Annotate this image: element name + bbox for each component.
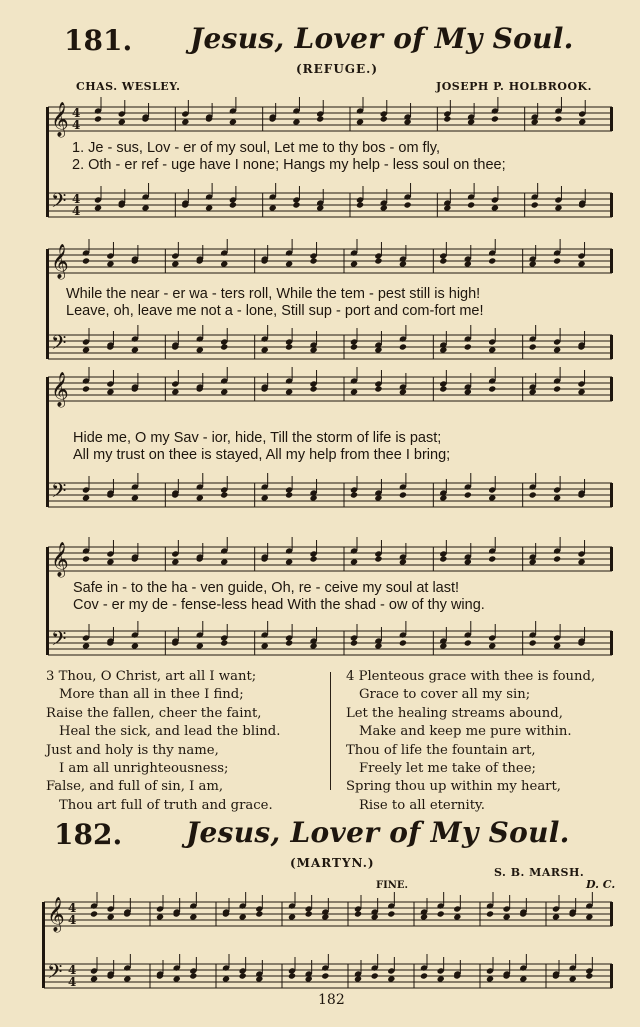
note-head [82,385,90,392]
final-bar [610,335,613,359]
note-head [309,257,317,264]
note-head [374,257,382,264]
system-brace-bar [42,902,45,988]
note-head [316,115,324,122]
verse-3-line: Just and holy is thy name, [46,742,219,758]
music-system-3 [0,361,640,507]
note-head [387,910,395,917]
note-head [82,555,90,562]
note-head [486,910,494,917]
note-head [488,555,496,562]
note-head [553,555,561,562]
hymn-182-title: Jesus, Lover of My Soul. [186,816,570,849]
bass-clef-icon: 𝄢 [47,960,63,988]
note-head [420,972,428,979]
time-signature: 4 [72,192,81,206]
verse-4-line: Let the healing streams abound, [346,705,563,721]
note-head [309,385,317,392]
note-head [90,910,98,917]
verse-3-line: I am all unrighteousness; [59,761,229,777]
verse-3-line: False, and full of sin, I am, [46,779,224,795]
note-head [529,639,537,646]
note-head [464,491,472,498]
hymn-181-composer: JOSEPH P. HOLBROOK. [436,80,592,93]
note-head [305,910,313,917]
note-head [220,491,228,498]
verse-4-line: Rise to all eternity. [359,797,485,813]
verse-4-line: 4 Plenteous grace with thee is found, [346,669,596,684]
verse-divider [330,672,331,790]
note-head [531,201,539,208]
note-head [374,385,382,392]
note-head [529,343,537,350]
note-head [285,491,293,498]
verse-4-block [346,668,595,815]
hymn-182-tune-name: (MARTYN.) [290,856,375,870]
note-head [380,115,388,122]
treble-clef-icon: 𝄞 [51,244,69,279]
note-head [285,343,293,350]
verse-4-line: Grace to cover all my sin; [359,687,531,703]
time-signature: 4 [72,204,81,218]
note-head [467,201,475,208]
verse-3-block [46,668,280,815]
note-head [437,910,445,917]
verse-3-line: 3 Thou, O Christ, art all I want; [46,669,257,684]
final-bar [610,547,613,571]
note-head [350,343,358,350]
note-head [220,639,228,646]
note-head [439,257,447,264]
lyric-line-2-verse-2: Leave, oh, leave me not a - lone, Still sup - port and com-fort me! [66,303,484,319]
lyric-line-3-verse-1: Hide me, O my Sav - ior, hide, Till the storm of life is past; [73,430,442,446]
lyric-line-1-verse-1: 1. Je - sus, Lov - er of my soul, Let me to thy bos - om fly, [72,140,441,156]
note-head [554,115,562,122]
final-bar [610,964,613,988]
treble-clef-icon: 𝄞 [51,372,69,407]
treble-clef-icon: 𝄞 [51,102,69,137]
bass-clef-icon: 𝄢 [51,627,67,655]
final-bar [610,902,613,926]
hymn-181-number: 181. [64,24,133,57]
hymn-181-title: Jesus, Lover of My Soul. [190,22,574,55]
lyric-line-2-verse-1: While the near - er wa - ters roll, While the tem - pest still is high! [66,286,481,302]
note-head [399,343,407,350]
note-head [229,201,237,208]
note-head [309,555,317,562]
note-head [371,972,379,979]
verse-4-line: Thou of life the fountain art, [346,742,536,758]
lyric-line-3-verse-2: All my trust on thee is stayed, All my help from thee I bring; [73,447,451,463]
final-bar [610,631,613,655]
note-head [356,201,364,208]
note-head [82,257,90,264]
treble-clef-icon: 𝄞 [51,542,69,577]
note-head [488,385,496,392]
verse-3-line: Thou art full of truth and grace. [59,797,273,813]
note-head [220,343,228,350]
note-head [585,972,593,979]
note-head [239,972,247,979]
note-head [350,491,358,498]
time-signature: 4 [68,963,77,977]
time-signature: 4 [68,975,77,989]
music-system-182 [0,892,640,1002]
system-brace-bar [46,249,49,359]
hymn-181-author: CHAS. WESLEY. [76,80,181,93]
note-head [399,639,407,646]
time-signature: 4 [68,913,77,927]
verse-3-line: Raise the fallen, cheer the faint, [46,705,262,721]
fine-marking: FINE. [376,880,409,891]
note-head [488,257,496,264]
verse-3-line: More than all in thee I find; [59,687,244,703]
note-head [354,910,362,917]
verse-3-line: Heal the sick, and lead the blind. [59,724,281,740]
hymn-182-number: 182. [54,818,123,851]
verse-4-line: Freely let me take of thee; [359,761,536,777]
note-head [399,491,407,498]
final-bar [610,107,613,131]
bass-clef-icon: 𝄢 [51,479,67,507]
page-number: 182 [318,992,345,1008]
final-bar [610,377,613,401]
note-head [255,910,263,917]
note-head [374,555,382,562]
final-bar [610,249,613,273]
note-head [288,972,296,979]
lyric-line-4-verse-2: Cov - er my de - fense-less head With the shad - ow of thy wing. [73,597,485,613]
note-head [285,639,293,646]
system-brace-bar [46,377,49,507]
bass-clef-icon: 𝄢 [51,331,67,359]
note-head [94,115,102,122]
note-head [189,972,197,979]
hymn-182-composer: S. B. MARSH. [494,866,585,879]
note-head [350,639,358,646]
da-capo-marking: D. C. [586,878,616,891]
lyric-line-4-verse-1: Safe in - to the ha - ven guide, Oh, re - ceive my soul at last! [73,580,460,596]
final-bar [610,193,613,217]
time-signature: 4 [72,118,81,132]
final-bar [610,483,613,507]
verse-4-line: Spring thou up within my heart, [346,779,561,795]
note-head [439,385,447,392]
note-head [443,115,451,122]
note-head [403,201,411,208]
system-brace-bar [46,107,49,217]
hymn-181-tune-name: (REFUGE.) [296,62,379,76]
note-head [464,343,472,350]
time-signature: 4 [68,901,77,915]
note-head [491,115,499,122]
note-head [529,491,537,498]
bass-clef-icon: 𝄢 [51,189,67,217]
note-head [321,972,329,979]
treble-clef-icon: 𝄞 [47,897,65,932]
note-head [553,385,561,392]
note-head [553,257,561,264]
time-signature: 4 [72,106,81,120]
verse-4-line: Make and keep me pure within. [359,724,572,740]
system-brace-bar [46,547,49,655]
lyric-line-1-verse-2: 2. Oth - er ref - uge have I none; Hangs my help - less soul on thee; [72,157,506,173]
note-head [292,201,300,208]
note-head [464,639,472,646]
note-head [439,555,447,562]
